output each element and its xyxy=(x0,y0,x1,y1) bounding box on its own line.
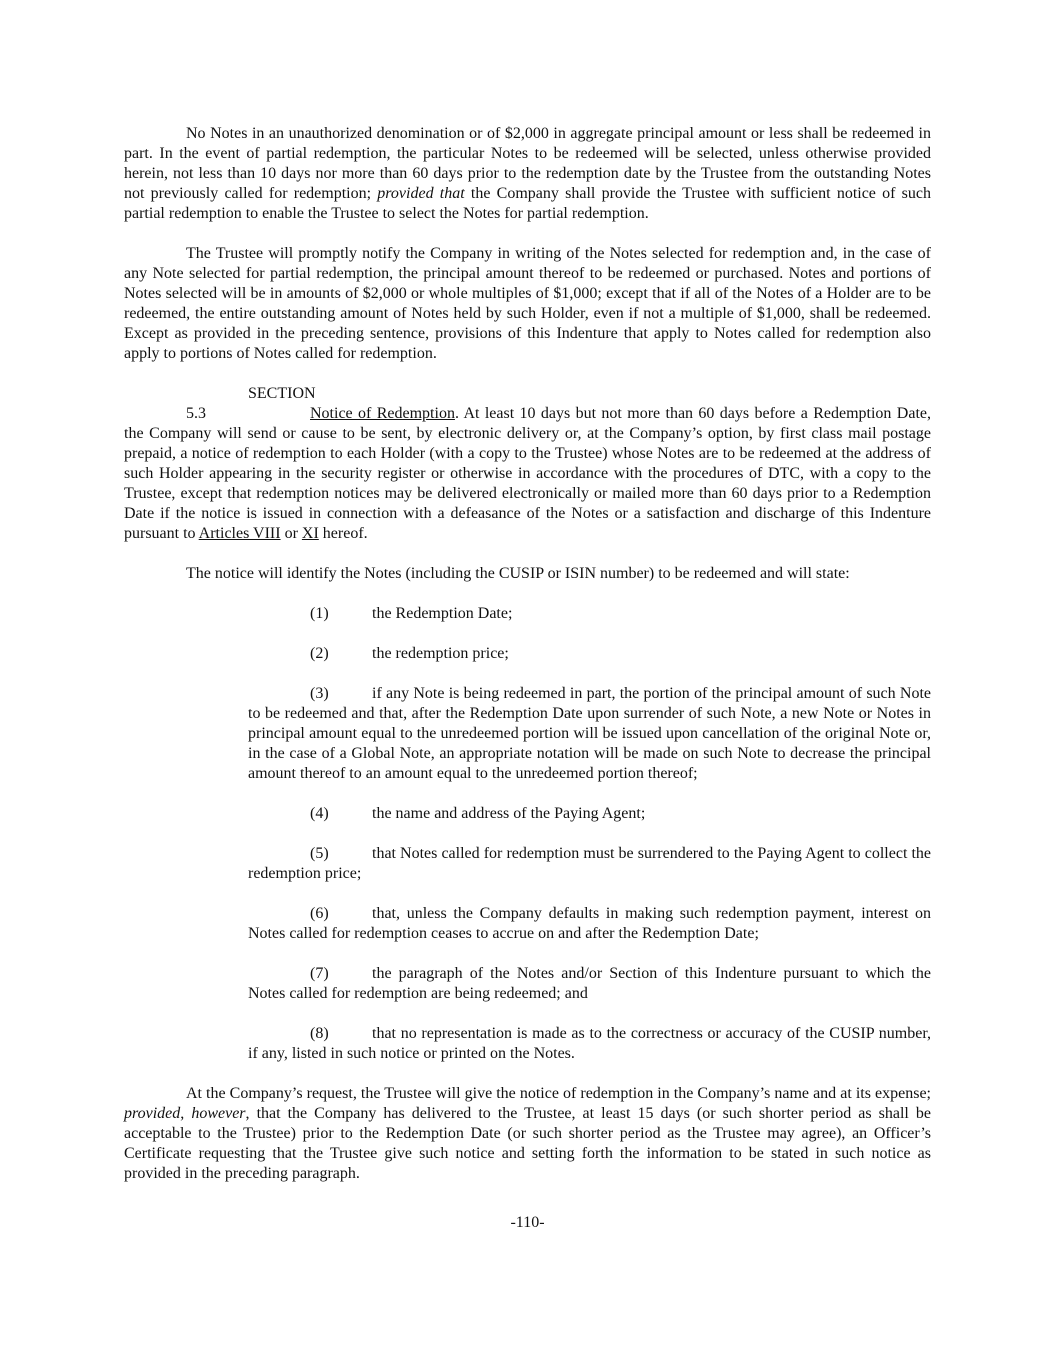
article-xi-reference: XI xyxy=(301,525,319,542)
document-body xyxy=(124,124,931,1184)
page-number: -110- xyxy=(510,1214,545,1231)
articles-viii-reference: Articles VIII xyxy=(198,525,281,542)
list-item-8: (8) that no representation is made as to the correctness or accuracy of the CUSIP number, if any, listed in such notice or printed on the Notes. xyxy=(248,1025,931,1062)
list-item-7: (7) the paragraph of the Notes and/or Section of this Indenture pursuant to which the Notes called for redemption are being redeemed; and xyxy=(248,965,931,1002)
list-item-2: (2) the redemption price; xyxy=(310,645,509,662)
list-item-1: (1) the Redemption Date; xyxy=(310,605,513,622)
section-5-3: SECTION 5.3 Notice of Redemption. At least 10 days but not more than 60 days before a Redemption Date, the Company will send or cause to be sent, by electronic delivery or, at the Company’s option, by first class mail postage prepaid, a notice of redemption to each Holder (with a copy to the Trustee) whose Notes are to be redeemed at the address of such Holder appearing in the security register or otherwise in accordance with the procedures of DTC, with a copy to the Trustee, except that redemption notices may be delivered electronically or mailed more than 60 days prior to a Redemption Date if the notice is issued in connection with a defeasance of the Notes or a satisfaction and discharge of this Indenture pursuant to Articles VIII or XI hereof. xyxy=(124,385,932,542)
list-item-6: (6) that, unless the Company defaults in making such redemption payment, interest on Notes called for redemption ceases to accrue on and after the Redemption Date; xyxy=(248,905,931,942)
list-item-3: (3) if any Note is being redeemed in part, the portion of the principal amount of such Note to be redeemed and that, after the Redemption Date upon surrender of such Note, a new Note or Notes in principal amount equal to the unredeemed portion will be issued upon cancellation of the original Note or, in the case of a Global Note, an appropriate notation will be made on such Note to decrease the principal amount thereof to an amount equal to the unredeemed portion thereof; xyxy=(248,685,931,782)
list-item-4: (4) the name and address of the Paying Agent; xyxy=(310,805,646,822)
paragraph-company-request: At the Company’s request, the Trustee will give the notice of redemption in the Company’s name and at its expense; provided, however, that the Company has delivered to the Trustee, at least 15 days (or such shorter period as shall be acceptable to the Trustee) prior to the Redemption Date (or such shorter period as the Trustee may agree), an Officer’s Certificate requesting that the Trustee give such notice and setting forth the information to be stated in such notice as provided in the preceding paragraph. xyxy=(124,1085,932,1182)
notice-intro: The notice will identify the Notes (including the CUSIP or ISIN number) to be redeemed and will state: xyxy=(186,565,850,582)
list-item-5: (5) that Notes called for redemption must be surrendered to the Paying Agent to collect the redemption price; xyxy=(248,845,931,882)
section-number: SECTION 5.3 xyxy=(186,385,316,422)
section-title: Notice of Redemption xyxy=(310,405,455,422)
paragraph-partial-redemption: No Notes in an unauthorized denomination or of $2,000 in aggregate principal amount or less shall be redeemed in part. In the event of partial redemption, the particular Notes to be redeemed will be selected, unless otherwise provided herein, not less than 10 days nor more than 60 days prior to the redemption date by the Trustee from the outstanding Notes not previously called for redemption; provided that the Company shall provide the Trustee with sufficient notice of such partial redemption to enable the Trustee to select the Notes for partial redemption. xyxy=(124,125,932,222)
paragraph-trustee-notify: The Trustee will promptly notify the Company in writing of the Notes selected for redemption and, in the case of any Note selected for partial redemption, the principal amount thereof to be redeemed or purchased. Notes and portions of Notes selected will be in amounts of $2,000 or whole multiples of $1,000; except that if all of the Notes of a Holder are to be redeemed, the entire outstanding amount of Notes held by such Holder, even if not a multiple of $1,000, shall be redeemed. Except as provided in the preceding sentence, provisions of this Indenture that apply to Notes called for redemption also apply to portions of Notes called for redemption. xyxy=(124,245,931,362)
